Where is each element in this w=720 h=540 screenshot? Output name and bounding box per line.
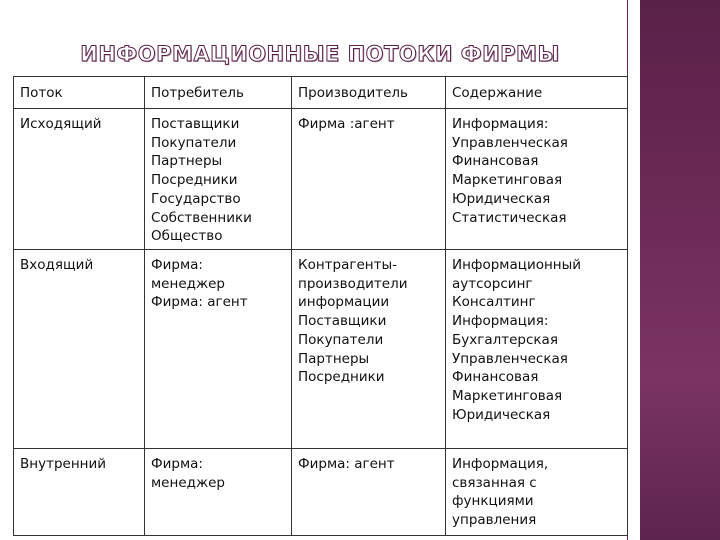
table-row-internal [14, 449, 628, 536]
cell-flow: Входящий [14, 250, 145, 449]
cell-flow: Исходящий [14, 109, 145, 250]
decorative-side-band [640, 0, 720, 540]
header-cell-content: Содержание [446, 77, 628, 109]
table-row-outgoing [14, 109, 628, 250]
cell-content: Информационный аутсорсинг Консалтинг Информация: Бухгалтерская Управленческая Финансовая Маркетинговая Юридическая [446, 250, 628, 449]
info-flows-table [13, 76, 628, 536]
cell-producer: Контрагенты- производители информации Поставщики Покупатели Партнеры Посредники [292, 250, 446, 449]
cell-consumer: Фирма: менеджер [145, 449, 292, 536]
cell-consumer: Поставщики Покупатели Партнеры Посредники Государство Собственники Общество [145, 109, 292, 250]
slide-title: ИНФОРМАЦИОННЫЕ ПОТОКИ ФИРМЫ [80, 42, 560, 66]
cell-content: Информация, связанная с функциями управления [446, 449, 628, 536]
cell-producer: Фирма: агент [292, 449, 446, 536]
cell-producer: Фирма :агент [292, 109, 446, 250]
table-row-incoming [14, 250, 628, 449]
cell-consumer: Фирма: менеджер Фирма: агент [145, 250, 292, 449]
header-cell-consumer: Потребитель [145, 77, 292, 109]
header-cell-producer: Производитель [292, 77, 446, 109]
header-cell-flow: Поток [14, 77, 145, 109]
cell-content: Информация: Управленческая Финансовая Маркетинговая Юридическая Статистическая [446, 109, 628, 250]
cell-flow: Внутренний [14, 449, 145, 536]
table-header-row [14, 77, 628, 109]
